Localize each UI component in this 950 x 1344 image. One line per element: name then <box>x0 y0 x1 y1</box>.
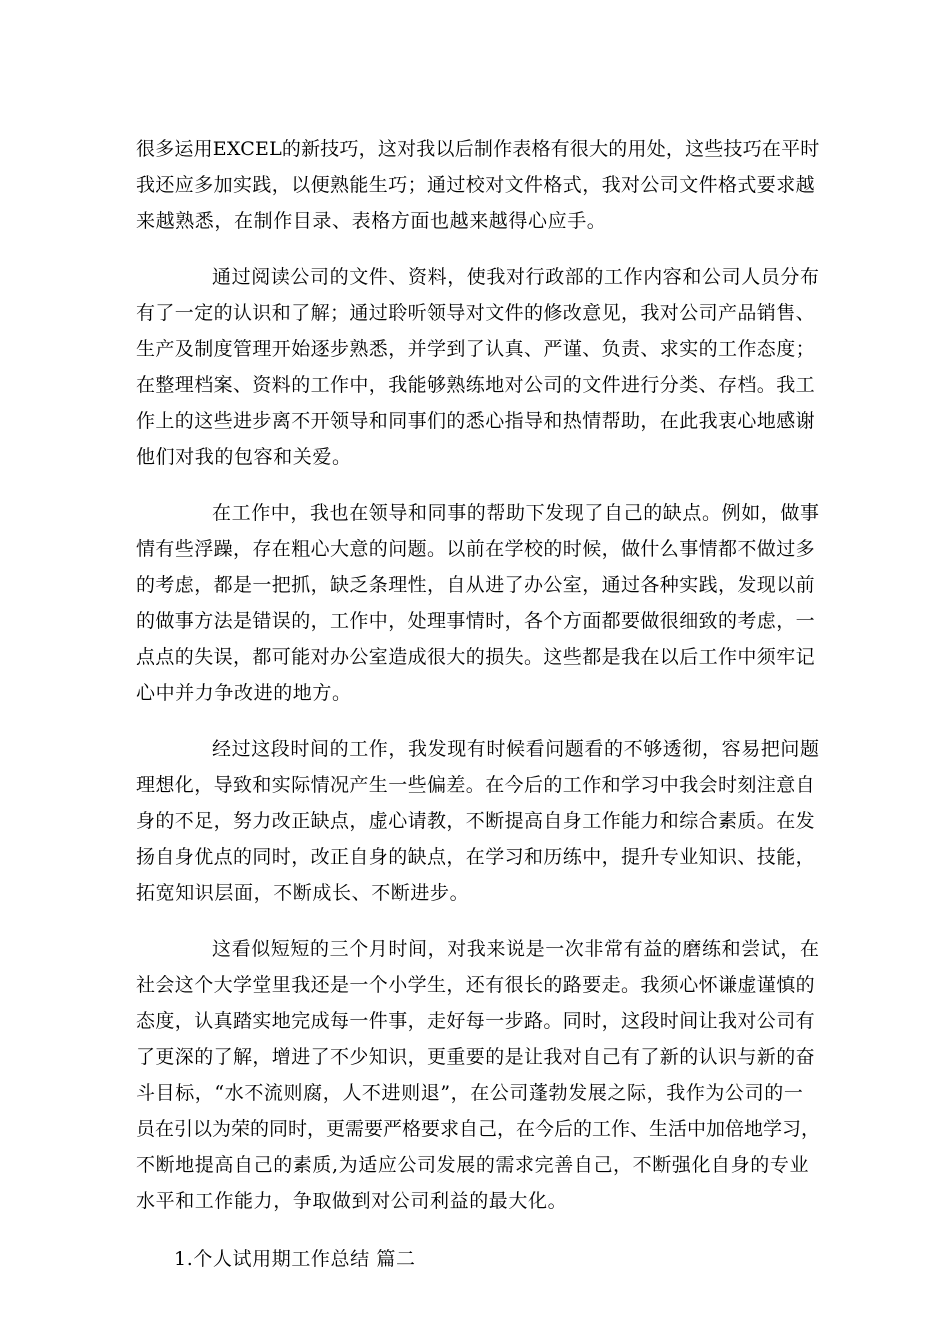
paragraph-2-line-6: 他们对我的包容和关爱。 <box>136 446 352 468</box>
paragraph-5-line-7: 不断地提高自己的素质,为适应公司发展的需求完善自己，不断强化自身的专业 <box>136 1154 810 1176</box>
paragraph-5-line-6: 员在引以为荣的同时，更需要严格要求自己，在今后的工作、生活中加倍地学习， <box>136 1118 821 1140</box>
paragraph-1-line-1: 很多运用EXCEL的新技巧，这对我以后制作表格有很大的用处，这些技巧在平时 <box>136 138 820 160</box>
paragraph-3-line-2: 情有些浮躁，存在粗心大意的问题。以前在学校的时候，做什么事情都不做过多 <box>136 538 816 560</box>
paragraph-5-line-3: 态度，认真踏实地完成每一件事，走好每一步路。同时，这段时间让我对公司有 <box>136 1010 816 1032</box>
paragraph-3-line-4: 的做事方法是错误的，工作中，处理事情时，各个方面都要做很细致的考虑，一 <box>136 610 816 632</box>
paragraph-4-line-5: 拓宽知识层面，不断成长、不断进步。 <box>136 882 470 904</box>
paragraph-2-line-3: 生产及制度管理开始逐步熟悉，并学到了认真、严谨、负责、求实的工作态度； <box>136 338 816 360</box>
paragraph-1-line-2: 我还应多加实践，以便熟能生巧；通过校对文件格式，我对公司文件格式要求越 <box>136 174 816 196</box>
paragraph-5-line-8: 水平和工作能力，争取做到对公司利益的最大化。 <box>136 1190 568 1212</box>
paragraph-2-line-5: 作上的这些进步离不开领导和同事们的悉心指导和热情帮助，在此我衷心地感谢 <box>136 410 816 432</box>
paragraph-4-line-2: 理想化，导致和实际情况产生一些偏差。在今后的工作和学习中我会时刻注意自 <box>136 774 816 796</box>
paragraph-3-line-5: 点点的失误，都可能对办公室造成很大的损失。这些都是我在以后工作中须牢记 <box>136 646 816 668</box>
paragraph-1-line-3: 来越熟悉，在制作目录、表格方面也越来越得心应手。 <box>136 210 607 232</box>
paragraph-3-line-3: 的考虑，都是一把抓，缺乏条理性，自从进了办公室，通过各种实践，发现以前 <box>136 574 816 596</box>
paragraph-2-line-1: 通过阅读公司的文件、资料，使我对行政部的工作内容和公司人员分布 <box>212 266 820 288</box>
paragraph-2-line-2: 有了一定的认识和了解；通过聆听领导对文件的修改意见，我对公司产品销售、 <box>136 302 816 324</box>
paragraph-5-line-4: 了更深的了解，增进了不少知识，更重要的是让我对自己有了新的认识与新的奋 <box>136 1046 816 1068</box>
paragraph-4-line-3: 身的不足，努力改正缺点，虚心请教，不断提高自身工作能力和综合素质。在发 <box>136 810 816 832</box>
paragraph-5-line-2: 社会这个大学堂里我还是一个小学生，还有很长的路要走。我须心怀谦虚谨慎的 <box>136 974 816 996</box>
paragraph-5-line-1: 这看似短短的三个月时间，对我来说是一次非常有益的磨练和尝试，在 <box>212 938 820 960</box>
paragraph-5-line-5: 斗目标，“水不流则腐，人不进则退”，在公司蓬勃发展之际，我作为公司的一 <box>136 1082 804 1104</box>
paragraph-4-line-1: 经过这段时间的工作，我发现有时候看问题看的不够透彻，容易把问题 <box>212 738 820 760</box>
paragraph-3-line-1: 在工作中，我也在领导和同事的帮助下发现了自己的缺点。例如，做事 <box>212 502 820 524</box>
paragraph-4-line-4: 扬自身优点的同时，改正自身的缺点，在学习和历练中，提升专业知识、技能， <box>136 846 816 868</box>
section-heading: 1.个人试用期工作总结 篇二 <box>174 1248 416 1270</box>
paragraph-2-line-4: 在整理档案、资料的工作中，我能够熟练地对公司的文件进行分类、存档。我工 <box>136 374 816 396</box>
paragraph-3-line-6: 心中并力争改进的地方。 <box>136 682 352 704</box>
